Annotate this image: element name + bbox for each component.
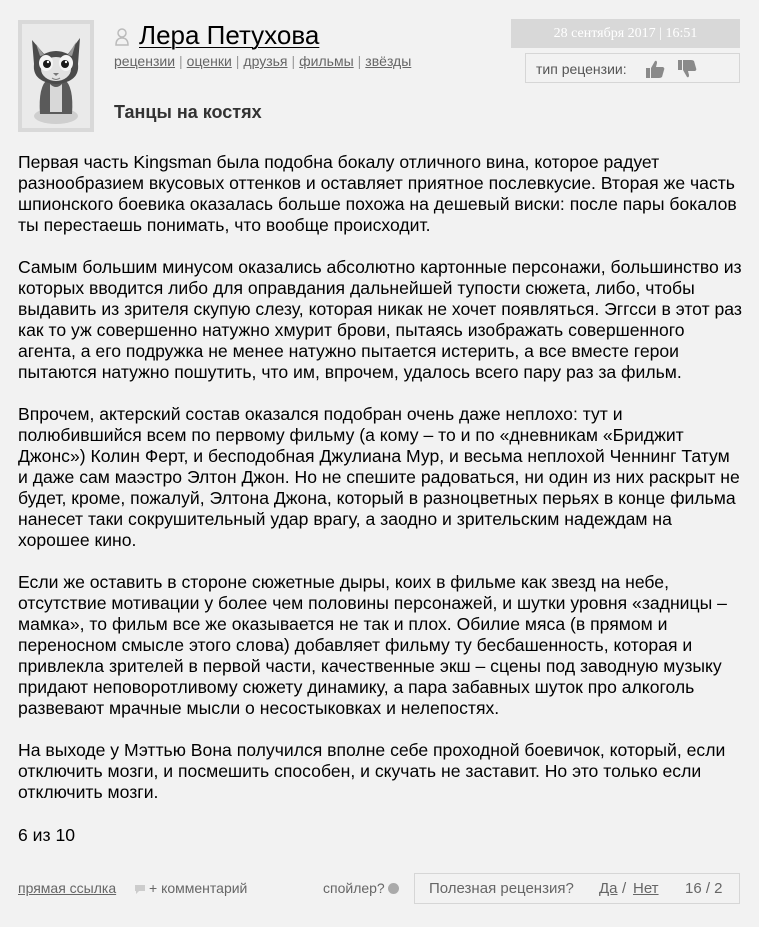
spoiler-label: спойлер? xyxy=(323,880,385,896)
thumbs-down-icon[interactable] xyxy=(676,58,698,80)
useful-vote-count: 16 / 2 xyxy=(685,880,723,897)
author-name-link[interactable]: Лера Петухова xyxy=(139,20,320,50)
separator: | xyxy=(357,53,362,69)
thumbs-up-icon[interactable] xyxy=(644,58,666,80)
spoiler-toggle[interactable] xyxy=(323,880,399,896)
avatar[interactable] xyxy=(18,20,94,132)
useful-no-link[interactable]: Нет xyxy=(633,880,659,897)
useful-separator: / xyxy=(622,880,627,897)
review-paragraph: Впрочем, актерский состав оказался подобран очень даже неплохо: тут и полюбившийся всем по первому фильму (а кому – то и по «дневникам «Бриджит Джонс») Колин Ферт, и бесподобная Джулиана Мур, и весьма неплохой Ченнинг Татум и даже сам маэстро Элтон Джон. Но не спешите радоваться, ни один из них раскрыт не будет, кроме, пожалуй, Элтона Джона, который в разноцветных перьях в конце фильма нанесет таки сокрушительный удар врагу, а заодно и зрительским надеждам на хорошее кино. xyxy=(18,404,740,550)
useful-yes-link[interactable]: Да xyxy=(599,880,618,897)
useful-review-box xyxy=(414,873,740,904)
separator: | xyxy=(291,53,296,69)
separator: | xyxy=(235,53,240,69)
review-date: 28 сентября 2017 | 16:51 xyxy=(511,19,740,48)
profile-link-friends[interactable]: друзья xyxy=(243,53,288,69)
review-rating: 6 из 10 xyxy=(18,825,76,845)
review-title: Танцы на костях xyxy=(114,102,262,122)
review-type-box xyxy=(525,53,740,83)
user-icon xyxy=(115,28,129,46)
permalink-link[interactable]: прямая ссылка xyxy=(18,880,117,896)
review-paragraph: Если же оставить в стороне сюжетные дыры, коих в фильме как звезд на небе, отсутствие мотивации у более чем половины персонажей, и шутки уровня «задницы – мамка», то фильм все же оказывается не так и плох. Обилие мяса (в прямом и переносном смысле этого слова) добавляет фильму ту бесбашенность, которая и привлекла зрителей в первой части, качественные экш – сцены под заводную музыку придают неповоротливому сюжету динамику, а пара забавных шуток про алкоголь развевают мрачные мысли о несостыковках и нелепостях. xyxy=(18,572,727,718)
comment-bubble-icon xyxy=(134,884,146,895)
profile-link-reviews[interactable]: рецензии xyxy=(114,53,176,69)
profile-link-films[interactable]: фильмы xyxy=(299,53,354,69)
profile-link-ratings[interactable]: оценки xyxy=(186,53,232,69)
separator: | xyxy=(179,53,183,69)
spoiler-dot-icon xyxy=(388,883,399,894)
add-comment-label: + комментарий xyxy=(149,880,248,896)
cat-avatar-image xyxy=(22,24,90,128)
add-comment-link[interactable] xyxy=(134,880,247,896)
profile-link-stars[interactable]: звёзды xyxy=(365,53,412,69)
review-paragraph: Первая часть Kingsman была подобна бокалу отличного вина, которое радует разнообразием вкусовых оттенков и оставляет приятное послевкусие. Вторая же часть шпионского боевика оказалась больше похожа на дешевый виски: после пары бокалов ты перестаешь понимать, что вообще происходит. xyxy=(18,152,737,235)
review-paragraph: На выходе у Мэттью Вона получился вполне себе проходной боевичок, который, если отключить мозги, и посмешить способен, и скучать не заставит. Но это только если отключить мозги. xyxy=(18,740,726,802)
profile-links-nav xyxy=(114,53,411,69)
useful-question: Полезная рецензия? xyxy=(429,880,574,897)
review-type-label: тип рецензии: xyxy=(536,61,627,77)
review-body xyxy=(18,152,743,824)
review-paragraph: Самым большим минусом оказались абсолютно картонные персонажи, большинство из которых вводится либо для оправдания дальнейшей тупости сюжета, либо, чтобы выдавить из зрителя скупую слезу, которая никак не хочет появляться. Эггсси в этот раз как то уж совершенно натужно хмурит брови, пытаясь изображать совершенного агента, а его подружка не менее натужно пытается истерить, а все вместе герои пытаются натужно пошутить, что им, впрочем, удалось всего пару раз за фильм. xyxy=(18,257,742,382)
